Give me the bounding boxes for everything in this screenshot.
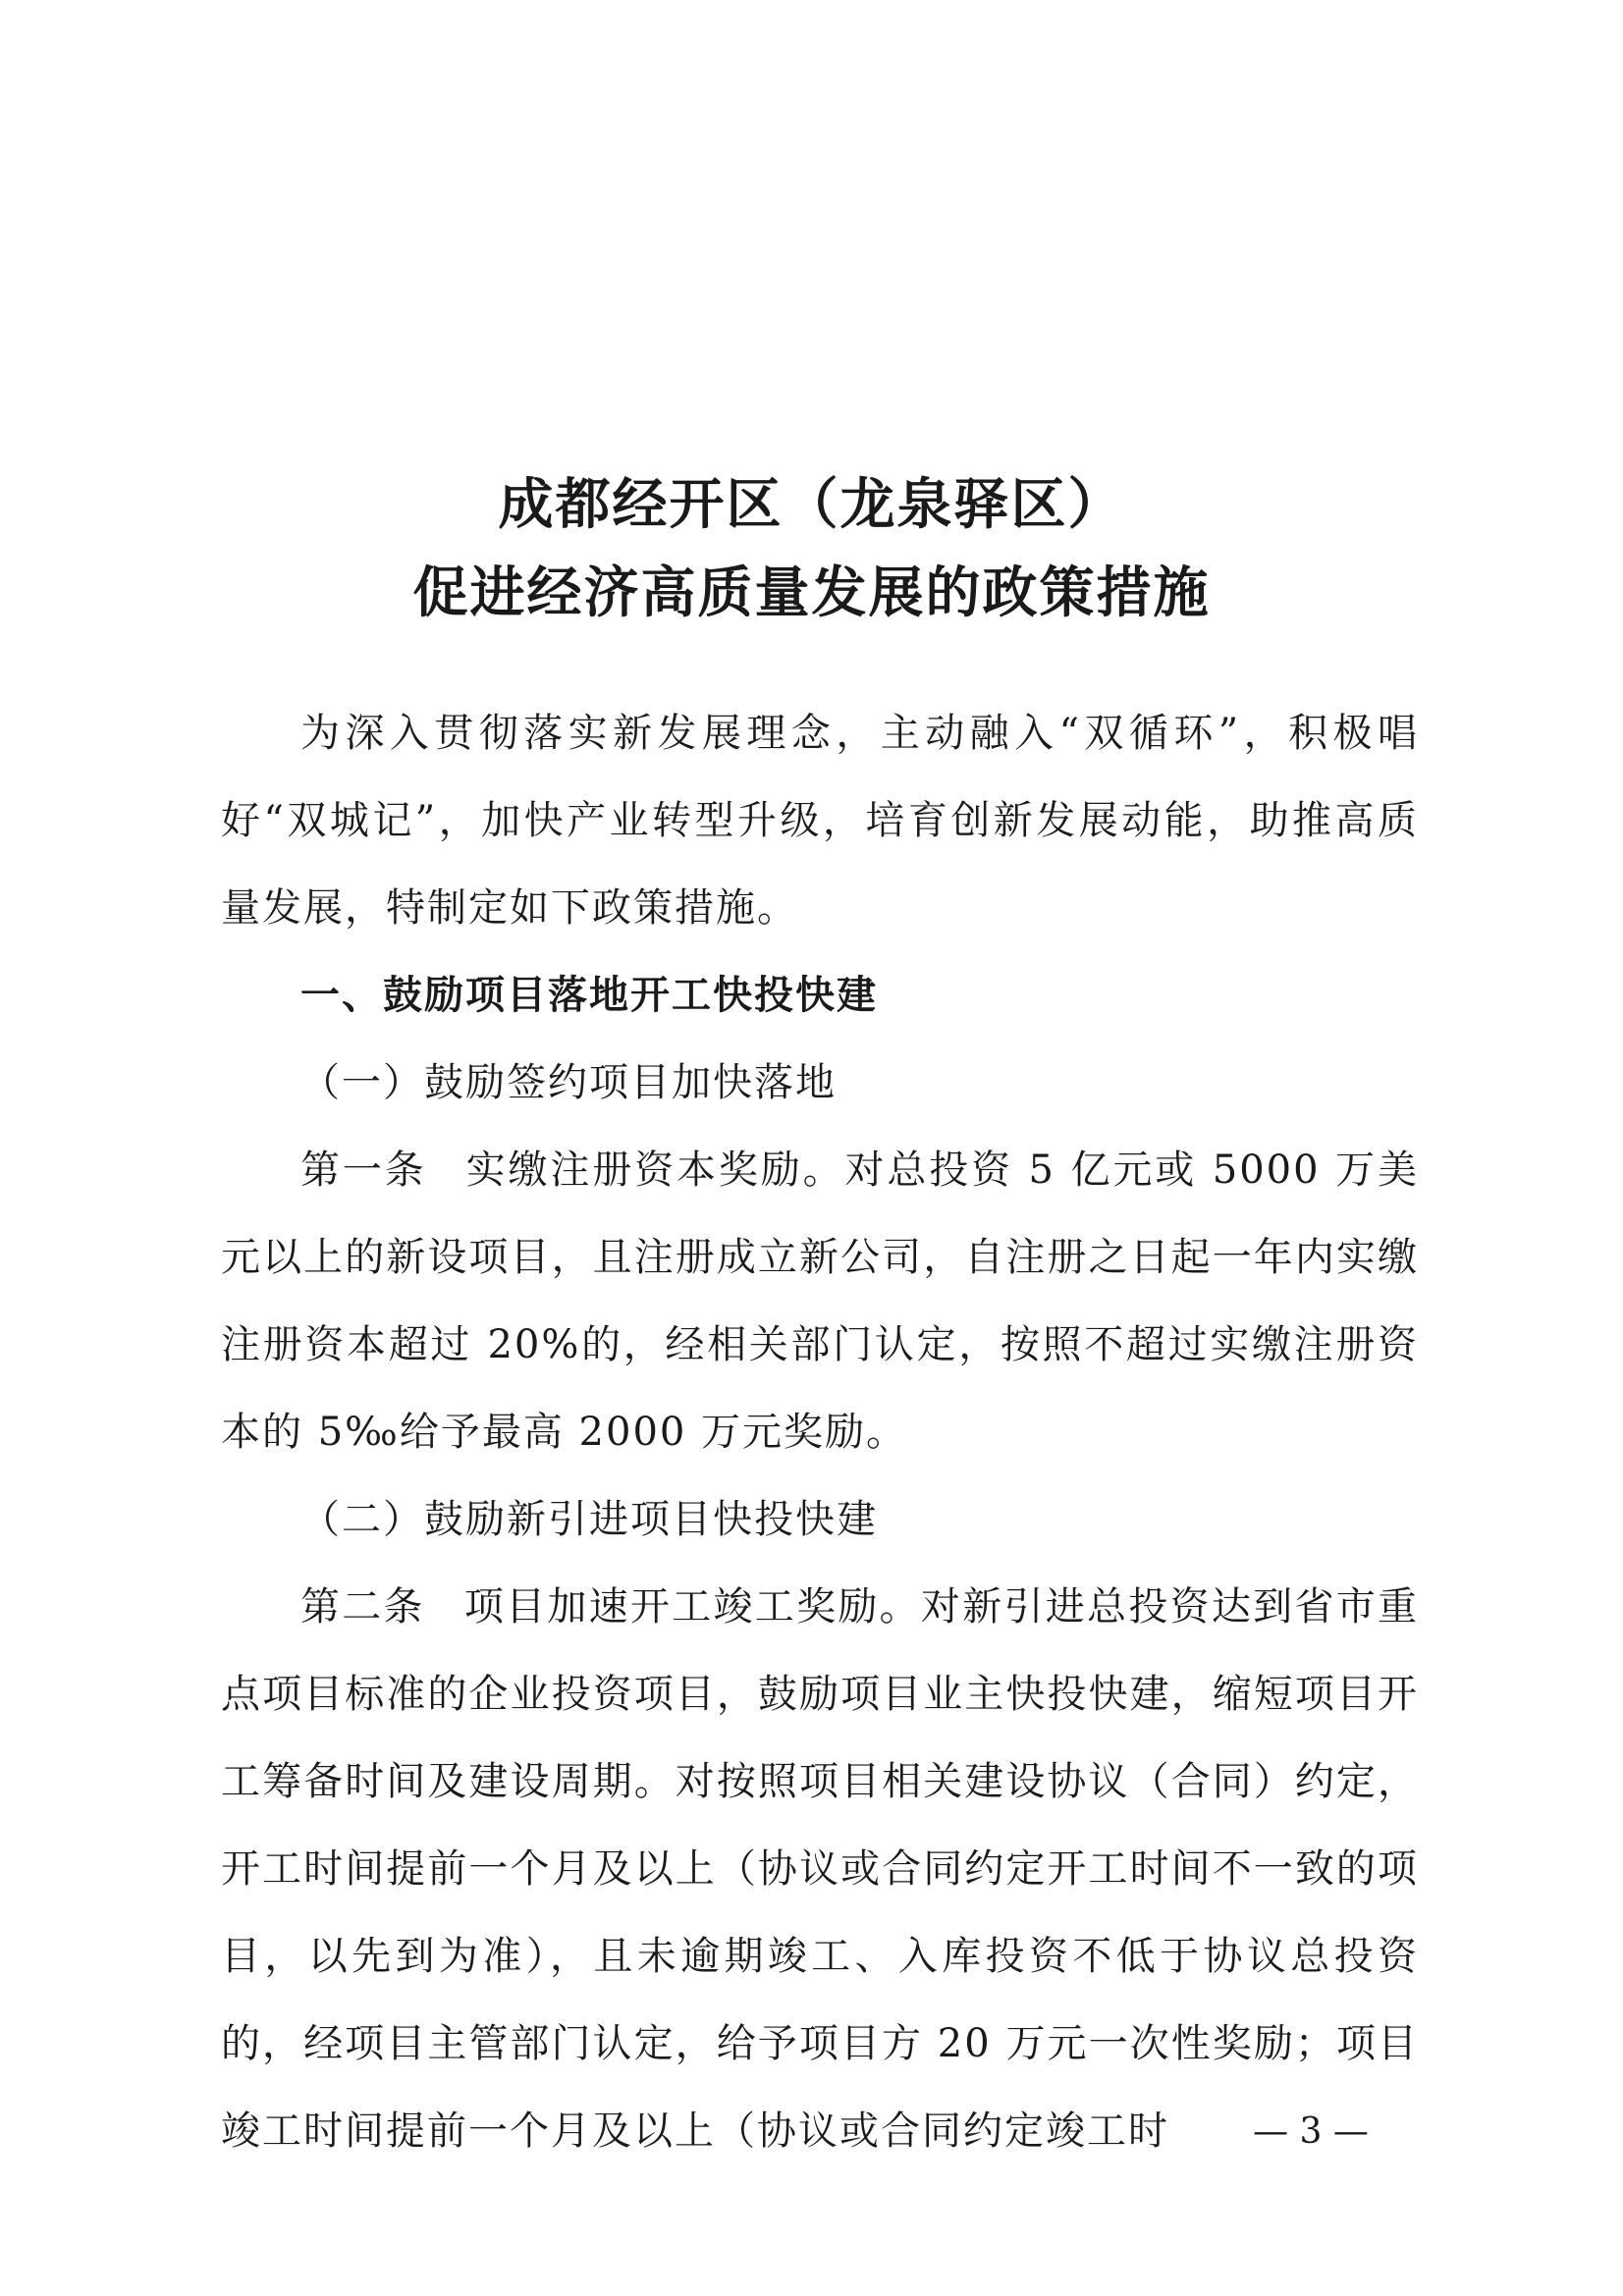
subsection-heading-2: （二）鼓励新引进项目快投快建 [300, 1497, 878, 1542]
document-body [221, 690, 1419, 2175]
article-1-text: 实缴注册资本奖励。对总投资 5 亿元或 5000 万美元以上的新设项目，且注册成立新公司，自注册之日起一年内实缴注册资本超过 20%的，经相关部门认定，按照不超过实缴注册资本的 5‰给予最高 2000 万元奖励。 [221, 1148, 1420, 1455]
page-number: — 3 — [1253, 2111, 1369, 2152]
article-1-number: 第一条 [300, 1148, 427, 1193]
document-title-line-2: 促进经济高质量发展的政策措施 [412, 561, 1211, 625]
section-heading-1: 一、鼓励项目落地开工快投快建 [300, 973, 878, 1018]
article-1 [221, 1127, 1419, 1476]
article-2 [221, 1564, 1419, 2175]
subsection-heading-1: （一）鼓励签约项目加快落地 [300, 1060, 837, 1105]
document-title-line-1: 成都经开区（龙泉驿区） [498, 473, 1125, 537]
article-2-number: 第二条 [300, 1584, 425, 1629]
article-2-text: 项目加速开工竣工奖励。对新引进总投资达到省市重点项目标准的企业投资项目，鼓励项目业主快投快建，缩短项目开工筹备时间及建设周期。对按照项目相关建设协议（合同）约定，开工时间提前一个月及以上（协议或合同约定开工时间不一致的项目，以先到为准），且未逾期竣工、入库投资不低于协议总投资的，经项目主管部门认定，给予项目方 20 万元一次性奖励；项目竣工时间提前一个月及以上（协议或合同约定竣工时 [221, 1584, 1420, 2154]
intro-paragraph: 为深入贯彻落实新发展理念，主动融入“双循环”，积极唱好“双城记”，加快产业转型升级，培育创新发展动能，助推高质量发展，特制定如下政策措施。 [221, 711, 1419, 931]
